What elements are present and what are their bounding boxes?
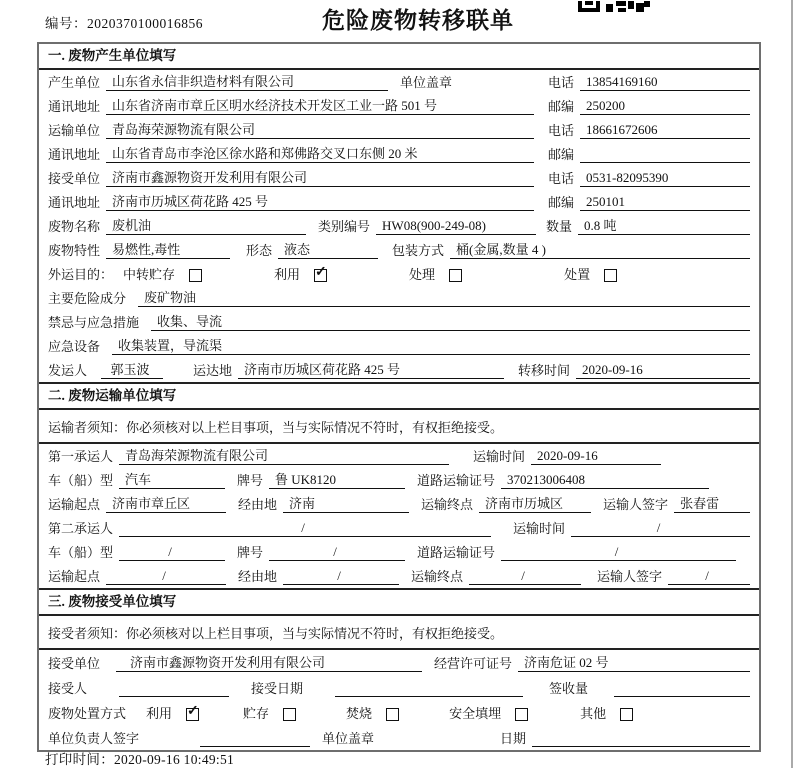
purpose-option — [409, 267, 462, 283]
hazard-value: 废矿物油 — [138, 290, 750, 307]
acceptor-value-empty — [119, 696, 229, 697]
checkbox-incinerate-label: 焚烧 — [346, 706, 373, 721]
purpose-option — [123, 267, 202, 283]
form-label: 形态 — [246, 243, 273, 258]
document-header — [0, 0, 796, 40]
carrier1-label: 第一承运人 — [48, 449, 114, 464]
row-producer-address — [39, 94, 759, 118]
producer-label: 产生单位 — [48, 75, 101, 90]
address-value: 济南市历城区荷花路 425 号 — [106, 194, 534, 211]
carrier-sign-label: 运输人签字 — [603, 497, 669, 512]
carrier-sign-value: / — [668, 568, 750, 585]
transporter-notice: 运输者须知：你必须核对以上栏目事项，当与实际情况不符时，有权拒绝接受。 — [39, 410, 759, 444]
print-time-label: 打印时间： — [45, 752, 114, 767]
transport-time-value: 2020-09-16 — [531, 448, 661, 465]
taboo-label: 禁忌与应急措施 — [48, 315, 140, 330]
row-transporter-address — [39, 142, 759, 166]
address-label: 通讯地址 — [48, 195, 101, 210]
phone-value: 0531-82095390 — [580, 170, 750, 187]
checkbox-treat — [449, 269, 462, 282]
transport-time-value: / — [571, 520, 750, 537]
transfer-time-value: 2020-09-16 — [576, 362, 750, 379]
disposal-option — [580, 706, 633, 722]
destination-value: 济南市历城区荷花路 425 号 — [238, 362, 504, 379]
vehicle-type-label: 车（船）型 — [48, 545, 114, 560]
road-license-value: / — [501, 544, 736, 561]
section-producer — [39, 44, 759, 382]
print-time-value: 2020-09-16 10:49:51 — [114, 752, 235, 767]
row-hazard — [39, 286, 759, 310]
document-number-label: 编号： — [45, 16, 87, 31]
waste-name-value: 废机油 — [106, 218, 306, 235]
plate-value: 鲁 UK8120 — [269, 472, 405, 489]
purpose-option — [274, 267, 327, 283]
phone-label: 电话 — [548, 75, 575, 90]
end-label: 运输终点 — [411, 569, 464, 584]
section1-title: 一. 废物产生单位填写 — [39, 44, 759, 70]
carrier-sign-label: 运输人签字 — [597, 569, 663, 584]
received-qty-value-empty — [614, 696, 750, 697]
row-transporter — [39, 118, 759, 142]
checkbox-other-label: 其他 — [580, 706, 607, 721]
row-vehicle2 — [39, 540, 759, 564]
category-label: 类别编号 — [318, 219, 371, 234]
row-route2 — [39, 564, 759, 588]
checkbox-utilize-label: 利用 — [274, 267, 301, 282]
transport-time-label: 运输时间 — [473, 449, 526, 464]
accept-date-label: 接受日期 — [251, 681, 304, 696]
row-vehicle1 — [39, 468, 759, 492]
quantity-label: 数量 — [546, 219, 573, 234]
phone-label: 电话 — [548, 123, 575, 138]
checkbox-treat-label: 处理 — [409, 267, 436, 282]
via-label: 经由地 — [238, 497, 278, 512]
quantity-value: 0.8 吨 — [578, 218, 750, 235]
document-title: 危险废物转移联单 — [322, 8, 514, 33]
transporter-label: 运输单位 — [48, 123, 101, 138]
accept-unit-label: 接受单位 — [48, 656, 101, 671]
receiver-notice: 接受者须知：你必须核对以上栏目事项，当与实际情况不符时，有权拒绝接受。 — [39, 616, 759, 650]
section-receiver — [39, 588, 759, 750]
unit-seal-label: 单位盖章 — [400, 75, 453, 90]
address-label: 通讯地址 — [48, 147, 101, 162]
end-label: 运输终点 — [421, 497, 474, 512]
date-label: 日期 — [500, 731, 527, 746]
section3-title: 三. 废物接受单位填写 — [39, 588, 759, 616]
producer-value: 山东省永信非织造材料有限公司 — [106, 74, 388, 91]
purpose-label: 外运目的： — [48, 267, 114, 282]
equipment-label: 应急设备 — [48, 339, 101, 354]
row-route1 — [39, 492, 759, 516]
vehicle-type-value: 汽车 — [119, 472, 225, 489]
zip-value: 250200 — [580, 98, 750, 115]
row-purpose — [39, 262, 759, 286]
row-waste-character — [39, 238, 759, 262]
row-taboo — [39, 310, 759, 334]
character-value: 易燃性,毒性 — [106, 242, 230, 259]
purpose-option — [564, 267, 617, 283]
end-value: / — [469, 568, 581, 585]
manager-sign-value-empty — [200, 746, 310, 747]
disposal-option — [449, 706, 528, 722]
packaging-label: 包装方式 — [392, 243, 445, 258]
checkbox-utilize-3 — [186, 708, 199, 721]
document-number — [45, 12, 203, 32]
vehicle-type-label: 车（船）型 — [48, 473, 114, 488]
row-carrier2 — [39, 516, 759, 540]
page-edge-line — [791, 0, 793, 768]
transfer-time-label: 转移时间 — [518, 363, 571, 378]
via-value: / — [283, 568, 399, 585]
row-receiver-address — [39, 190, 759, 214]
origin-value: 济南市章丘区 — [106, 496, 226, 513]
via-label: 经由地 — [238, 569, 278, 584]
accept-date-value-empty — [335, 696, 523, 697]
plate-value: / — [269, 544, 405, 561]
qr-code-icon — [578, 1, 650, 12]
section-transport — [39, 382, 759, 588]
transport-time-label: 运输时间 — [513, 521, 566, 536]
phone-value: 18661672606 — [580, 122, 750, 139]
section2-title: 二. 废物运输单位填写 — [39, 382, 759, 410]
checkbox-transfer-storage-label: 中转贮存 — [123, 267, 176, 282]
document-number-value: 2020370100016856 — [87, 16, 203, 31]
taboo-value: 收集、导流 — [151, 314, 750, 331]
checkbox-landfill-label: 安全填埋 — [449, 706, 502, 721]
carrier2-value: / — [119, 520, 491, 537]
checkbox-incinerate — [386, 708, 399, 721]
checkbox-landfill — [515, 708, 528, 721]
end-value: 济南市历城区 — [479, 496, 591, 513]
received-qty-label: 签收量 — [549, 681, 589, 696]
carrier-sign-value: 张春雷 — [674, 496, 750, 513]
zip-value: 250101 — [580, 194, 750, 211]
receiver-label: 接受单位 — [48, 171, 101, 186]
print-time — [45, 748, 234, 768]
row-receiver — [39, 166, 759, 190]
accept-unit-value: 济南市鑫源物资开发利用有限公司 — [116, 655, 422, 672]
carrier2-label: 第二承运人 — [48, 521, 114, 536]
zip-label: 邮编 — [548, 195, 575, 210]
zip-label: 邮编 — [548, 147, 575, 162]
disposal-option — [146, 706, 199, 722]
phone-value: 13854169160 — [580, 74, 750, 91]
vehicle-type-value: / — [119, 544, 225, 561]
origin-label: 运输起点 — [48, 569, 101, 584]
address-value: 山东省济南市章丘区明水经济技术开发区工业一路 501 号 — [106, 98, 534, 115]
checkbox-other — [620, 708, 633, 721]
destination-label: 运达地 — [193, 363, 233, 378]
zip-value-empty — [580, 162, 750, 163]
row-shipper — [39, 358, 759, 382]
via-value: 济南 — [283, 496, 409, 513]
manifest-form — [37, 42, 761, 752]
zip-label: 邮编 — [548, 99, 575, 114]
receiver-value: 济南市鑫源物资开发利用有限公司 — [106, 170, 534, 187]
form-value: 液态 — [278, 242, 378, 259]
shipper-value: 郭玉波 — [101, 362, 163, 379]
disposal-label: 废物处置方式 — [48, 706, 127, 721]
checkbox-utilize — [314, 269, 327, 282]
qr-code-fragment — [578, 0, 650, 11]
row-acceptor — [39, 675, 759, 700]
road-license-value: 370213006408 — [501, 472, 709, 489]
packaging-value: 桶(金属,数量 4 ) — [450, 242, 750, 259]
plate-label: 牌号 — [237, 545, 264, 560]
hazard-label: 主要危险成分 — [48, 291, 127, 306]
row-disposal — [39, 700, 759, 725]
disposal-option — [346, 706, 399, 722]
checkbox-dispose-label: 处置 — [564, 267, 591, 282]
unit-seal-label: 单位盖章 — [322, 731, 375, 746]
plate-label: 牌号 — [237, 473, 264, 488]
address-label: 通讯地址 — [48, 99, 101, 114]
permit-label: 经营许可证号 — [434, 656, 513, 671]
carrier1-value: 青岛海荣源物流有限公司 — [119, 448, 449, 465]
disposal-option — [243, 706, 296, 722]
row-waste-name — [39, 214, 759, 238]
address-value: 山东省青岛市李沧区徐水路和郑佛路交叉口东侧 20 米 — [106, 146, 534, 163]
origin-label: 运输起点 — [48, 497, 101, 512]
date-value-empty — [532, 746, 750, 747]
transporter-value: 青岛海荣源物流有限公司 — [106, 122, 534, 139]
checkbox-store-label: 贮存 — [243, 706, 270, 721]
category-value: HW08(900-249-08) — [376, 218, 536, 235]
checkbox-utilize3-label: 利用 — [146, 706, 173, 721]
permit-value: 济南危证 02 号 — [518, 655, 750, 672]
row-carrier1 — [39, 444, 759, 468]
manager-sign-label: 单位负责人签字 — [48, 731, 140, 746]
row-producer — [39, 70, 759, 94]
row-manager-sign — [39, 725, 759, 750]
character-label: 废物特性 — [48, 243, 101, 258]
road-license-label: 道路运输证号 — [417, 473, 496, 488]
checkbox-store — [283, 708, 296, 721]
checkbox-dispose — [604, 269, 617, 282]
road-license-label: 道路运输证号 — [417, 545, 496, 560]
shipper-label: 发运人 — [48, 363, 88, 378]
origin-value: / — [106, 568, 226, 585]
equipment-value: 收集装置，导流渠 — [112, 338, 750, 355]
row-accept-unit — [39, 650, 759, 675]
phone-label: 电话 — [548, 171, 575, 186]
waste-name-label: 废物名称 — [48, 219, 101, 234]
acceptor-label: 接受人 — [48, 681, 88, 696]
row-equipment — [39, 334, 759, 358]
checkbox-transfer-storage — [189, 269, 202, 282]
